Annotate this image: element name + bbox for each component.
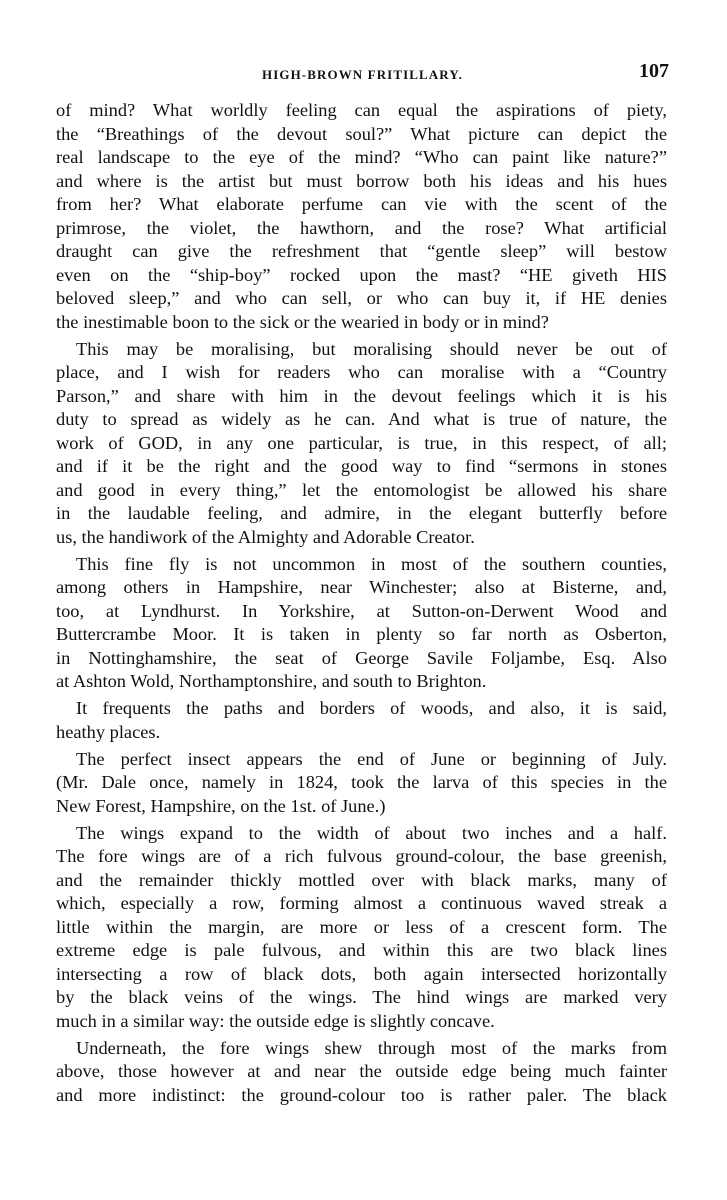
text-line: and if it be the right and the good way to find “sermons in stones — [56, 456, 667, 476]
text-line: draught can give the refreshment that “gentle sleep” will bestow — [56, 241, 667, 261]
paragraph — [56, 697, 667, 744]
text-line: real landscape to the eye of the mind? “Who can paint like nature?” — [56, 147, 667, 167]
text-line: which, especially a row, forming almost a continuous waved streak a — [56, 893, 667, 913]
running-title: HIGH-BROWN FRITILLARY. — [262, 67, 463, 82]
text-line: by the black veins of the wings. The hind wings are marked very — [56, 987, 667, 1007]
text-line: little within the margin, are more or less of a crescent form. The — [56, 916, 667, 937]
text-line: intersecting a row of black dots, both again intersected horizontally — [56, 963, 667, 984]
text-line: Buttercrambe Moor. It is taken in plenty so far north as Osberton, — [56, 624, 667, 644]
page-header — [56, 60, 669, 86]
text-line: Parson,” and share with him in the devout feelings which it is his — [56, 385, 667, 406]
text-line: (Mr. Dale once, namely in 1824, took the larva of this species in the — [56, 772, 667, 792]
text-line: This may be moralising, but moralising should never be out of — [76, 338, 667, 359]
text-line: from her? What elaborate perfume can vie with the scent of the — [56, 194, 667, 214]
text-line: and good in every thing,” let the entomologist be allowed his share — [56, 479, 667, 500]
text-line: of mind? What worldly feeling can equal the aspirations of piety, — [56, 100, 667, 120]
text-line: us, the handiwork of the Almighty and Adorable Creator. — [56, 526, 475, 547]
text-line: The perfect insect appears the end of June or beginning of July. — [76, 748, 667, 769]
text-line: and where is the artist but must borrow both his ideas and his hues — [56, 170, 667, 191]
text-line: beloved sleep,” and who can sell, or who can buy it, if HE denies — [56, 288, 667, 308]
body-text — [56, 99, 667, 1107]
text-line: even on the “ship-boy” rocked upon the mast? “HE giveth HIS — [56, 264, 667, 285]
paragraph — [56, 99, 667, 334]
text-line: heathy places. — [56, 721, 161, 742]
text-line: at Ashton Wold, Northamptonshire, and south to Brighton. — [56, 671, 487, 691]
paragraph — [56, 748, 667, 819]
text-line: the inestimable boon to the sick or the wearied in body or in mind? — [56, 311, 549, 332]
text-line: and more indistinct: the ground-colour too is rather paler. The black — [56, 1084, 667, 1105]
paragraph — [56, 822, 667, 1034]
text-line: Underneath, the fore wings shew through most of the marks from — [76, 1037, 667, 1058]
text-line: work of GOD, in any one particular, is true, in this respect, of all; — [56, 432, 667, 453]
paragraph — [56, 1037, 667, 1108]
text-line: in Nottinghamshire, the seat of George Savile Foljambe, Esq. Also — [56, 647, 667, 668]
text-line: place, and I wish for readers who can moralise with a “Country — [56, 362, 667, 382]
text-line: among others in Hampshire, near Winchester; also at Bisterne, and, — [56, 577, 667, 597]
text-line: much in a similar way: the outside edge is slightly concave. — [56, 1010, 495, 1031]
text-line: the “Breathings of the devout soul?” What picture can depict the — [56, 123, 667, 144]
text-line: extreme edge is pale fulvous, and within this are two black lines — [56, 940, 667, 960]
text-line: It frequents the paths and borders of woods, and also, it is said, — [76, 698, 667, 718]
text-line: New Forest, Hampshire, on the 1st. of June.) — [56, 795, 386, 816]
text-line: above, those however at and near the outside edge being much fainter — [56, 1061, 667, 1081]
text-line: primrose, the violet, the hawthorn, and the rose? What artificial — [56, 217, 667, 238]
text-line: duty to spread as widely as he can. And what is true of nature, the — [56, 409, 667, 429]
text-line: The wings expand to the width of about two inches and a half. — [76, 822, 667, 843]
page-number: 107 — [639, 60, 669, 82]
text-line: and the remainder thickly mottled over with black marks, many of — [56, 869, 667, 890]
text-line: too, at Lyndhurst. In Yorkshire, at Sutton-on-Derwent Wood and — [56, 600, 667, 621]
paragraph — [56, 338, 667, 550]
text-line: in the laudable feeling, and admire, in the elegant butterfly before — [56, 503, 667, 523]
text-line: The fore wings are of a rich fulvous ground-colour, the base greenish, — [56, 846, 667, 866]
text-line: This fine fly is not uncommon in most of the southern counties, — [76, 553, 667, 574]
paragraph — [56, 553, 667, 694]
